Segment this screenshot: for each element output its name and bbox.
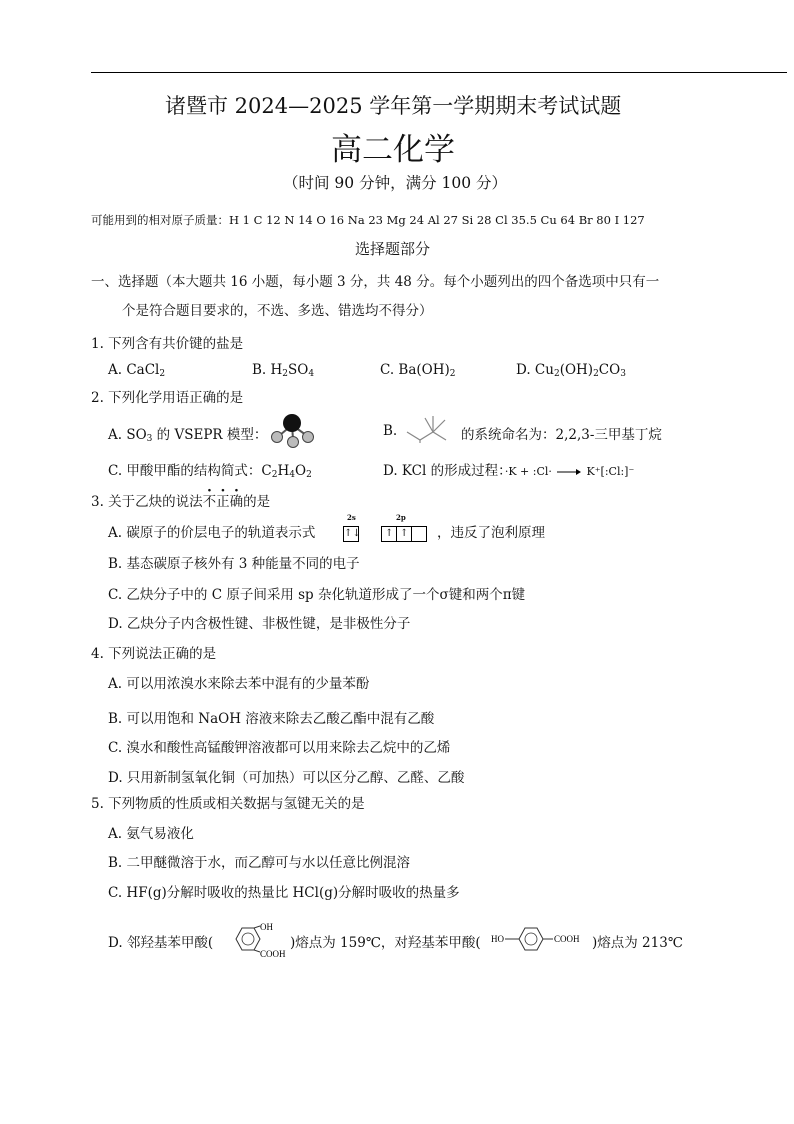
orbital-diagram — [343, 523, 427, 542]
q2-stem: 2. 下列化学用语正确的是 — [91, 390, 244, 406]
q4-stem: 4. 下列说法正确的是 — [91, 646, 217, 662]
orbital-label-2p: 2p — [396, 513, 406, 522]
q1-stem: 1. 下列含有共价键的盐是 — [91, 336, 244, 352]
emphasis-char-1: 不 — [202, 494, 217, 510]
exam-title: 诸暨市 2024—2025 学年第一学期期末考试试题 — [165, 94, 622, 118]
subject-title: 高二化学 — [331, 132, 455, 168]
q3-option-a-suffix: ，违反了泡利原理 — [437, 525, 545, 541]
orbital-box-2p-2: ↑ — [397, 526, 412, 542]
q5-option-d-prefix: D. 邻羟基苯甲酸( — [108, 935, 214, 951]
q5-option-b: B. 二甲醚微溶于水，而乙醇可与水以任意比例混溶 — [108, 855, 411, 871]
q1-option-a: A. CaCl$_2$ — [108, 362, 166, 379]
section-instructions-line1: 一、选择题（本大题共 16 小题，每小题 3 分，共 48 分。每个小题列出的四个备选项中只有一 — [91, 274, 660, 290]
atomic-masses: 可能用到的相对原子质量：H 1 C 12 N 14 O 16 Na 23 Mg 24 Al 27 Si 28 Cl 35.5 Cu 64 Br 80 I 127 — [91, 213, 645, 227]
q2-option-a: A. $SO_3$ 的 VSEPR 模型： — [108, 427, 268, 444]
q2-option-b-label: B. — [383, 423, 398, 439]
q5-option-d-middle: )熔点为 159℃，对羟基苯甲酸( — [290, 935, 481, 951]
q3-option-b: B. 基态碳原子核外有 3 种能量不同的电子 — [108, 556, 360, 572]
q3-stem: 3. 关于乙炔的说法不正确的是 — [91, 494, 271, 510]
ortho-oh-label: OH — [260, 922, 273, 932]
q1-option-c: C. $Ba(OH)_2$ — [380, 362, 456, 379]
orbital-box-2p-1: ↑ — [381, 526, 397, 542]
para-cooh-label: COOH — [554, 934, 580, 944]
q5-option-c: C. HF(g)分解时吸收的热量比 HCl(g)分解时吸收的热量多 — [108, 885, 460, 901]
orbital-box-2p-3 — [412, 526, 427, 542]
emphasis-char-2: 正 — [216, 494, 230, 510]
header-rule — [91, 72, 787, 73]
q5-option-d-suffix: )熔点为 213℃ — [592, 935, 683, 951]
q5-option-a: A. 氨气易液化 — [108, 826, 194, 842]
part-title: 选择题部分 — [355, 240, 431, 258]
kcl-formation-left: ·K + :Cl· — [504, 465, 552, 478]
orbital-label-2s: 2s — [347, 513, 356, 522]
para-hydroxybenzoic-acid-icon — [491, 925, 591, 951]
ortho-hydroxybenzoic-acid-icon — [228, 922, 290, 958]
q3-option-d: D. 乙炔分子内含极性键、非极性键，是非极性分子 — [108, 616, 411, 632]
q3-option-c: C. 乙炔分子中的 C 原子间采用 sp 杂化轨道形成了一个σ键和两个π键 — [108, 587, 526, 603]
time-note: （时间 90 分钟，满分 100 分） — [283, 174, 508, 192]
kcl-formation-right: K⁺[:Cl:]⁻ — [586, 465, 635, 478]
reaction-arrow-icon — [556, 467, 582, 477]
emphasis-char-3: 确 — [229, 494, 244, 510]
q2-option-b-text: 的系统命名为：2,2,3-三甲基丁烷 — [461, 427, 662, 443]
q2-option-c: C. 甲酸甲酯的结构简式：$C_2H_4O_2$ — [108, 463, 312, 480]
q1-option-b: B. $H_2SO_4$ — [252, 362, 315, 379]
q4-option-a: A. 可以用浓溴水来除去苯中混有的少量苯酚 — [108, 676, 370, 692]
q2-option-d: D. KCl 的形成过程：·K + :Cl· K⁺[:Cl:]⁻ — [383, 463, 635, 479]
q4-option-b: B. 可以用饱和 NaOH 溶液来除去乙酸乙酯中混有乙酸 — [108, 711, 435, 727]
q3-option-a-prefix: A. 碳原子的价层电子的轨道表示式 — [108, 525, 316, 541]
para-ho-label: HO — [491, 934, 504, 944]
q1-option-d: D. $Cu_2(OH)_2CO_3$ — [516, 362, 626, 379]
section-instructions-line2: 个是符合题目要求的，不选、多选、错选均不得分） — [122, 303, 433, 319]
so3-vsepr-model-icon — [270, 412, 320, 448]
q4-option-c: C. 溴水和酸性高锰酸钾溶液都可以用来除去乙烷中的乙烯 — [108, 740, 451, 756]
q4-option-d: D. 只用新制氢氧化铜（可加热）可以区分乙醇、乙醛、乙酸 — [108, 770, 465, 786]
trimethylbutane-skeletal-icon — [405, 410, 457, 444]
q5-stem: 5. 下列物质的性质或相关数据与氢键无关的是 — [91, 796, 365, 812]
ortho-cooh-label: COOH — [260, 949, 286, 959]
orbital-box-2s: ↑↓ — [343, 526, 359, 542]
